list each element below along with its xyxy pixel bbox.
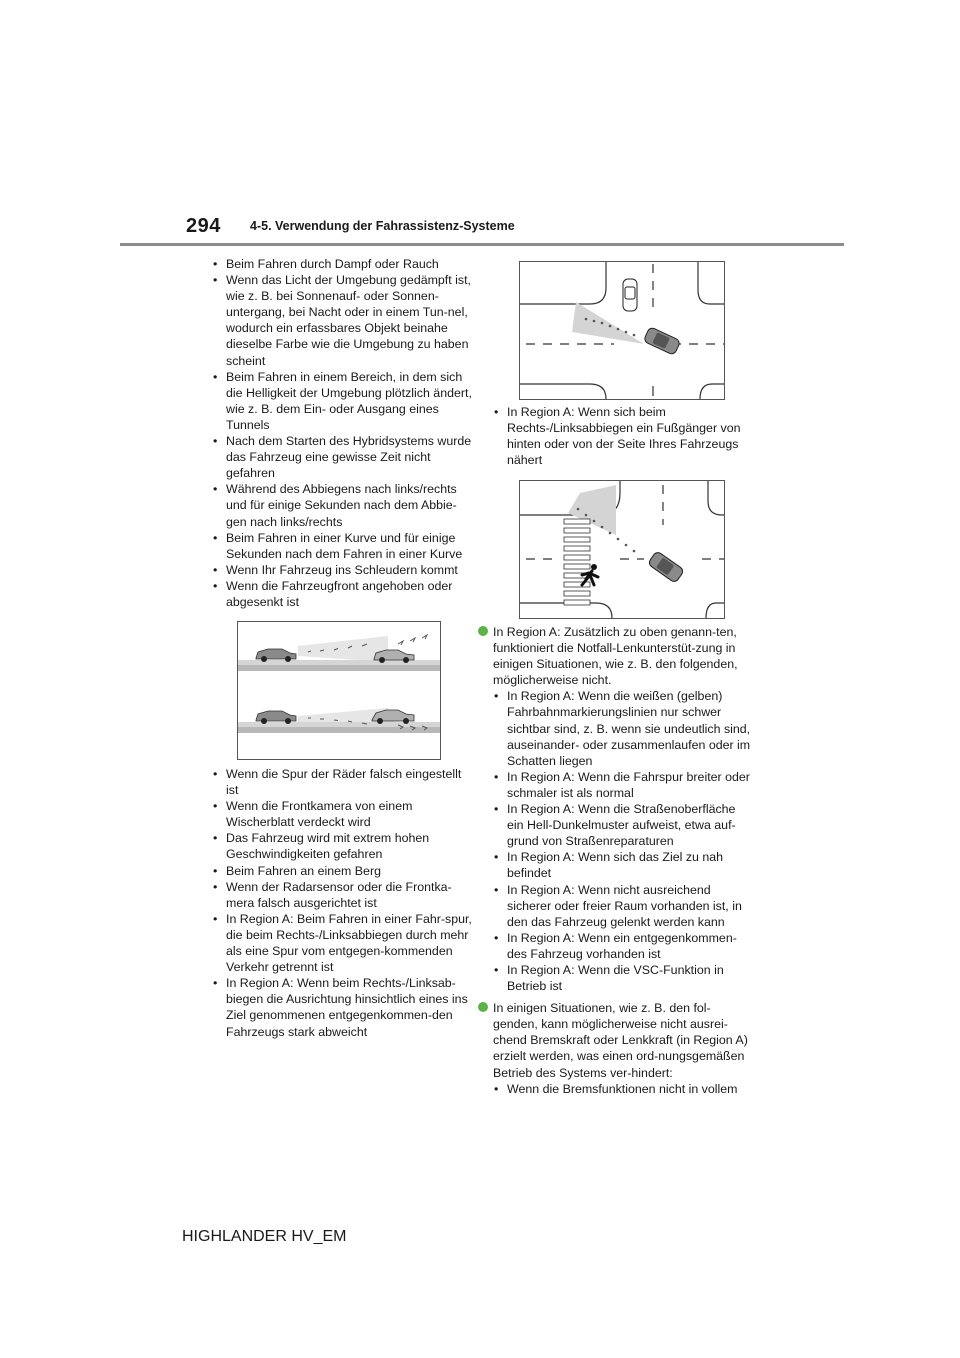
header-divider: [120, 243, 844, 246]
right-column-main: [478, 624, 755, 1097]
list-item: • Beim Fahren in einer Kurve und für einige Sekunden nach dem Fahren in einer Kurve: [212, 530, 472, 562]
left-bullet-list-top: [212, 256, 472, 610]
list-item: • In Region A: Wenn ein entgegenkommen-des Fahrzeug vorhanden ist: [493, 930, 755, 962]
right-bullet-list-1: [493, 404, 755, 468]
left-column-top: [212, 256, 472, 610]
list-item: • In Region A: Beim Fahren in einer Fahr-spur, die beim Rechts-/Linksabbiegen durch mehr als eine Spur vom entgegen-kommenden Verkehr getrennt ist: [212, 911, 472, 975]
right-column-item-1: [493, 404, 755, 468]
list-item: • In Region A: Wenn die weißen (gelben) Fahrbahnmarkierungslinien nur schwer sichtbar sind, z. B. wenn sie undeutlich sind, auseinander- oder zusammenlaufen oder im Schatten liegen: [493, 688, 755, 768]
bullet-dot-icon: [478, 626, 488, 636]
list-item: • In Region A: Wenn die Fahrspur breiter oder schmaler ist als normal: [493, 769, 755, 801]
left-bullet-list-bottom: [212, 766, 472, 1040]
list-item: • Wenn Ihr Fahrzeug ins Schleudern kommt: [212, 562, 472, 578]
footer-model-name: HIGHLANDER HV_EM: [182, 1228, 347, 1245]
list-item: • Während des Abbiegens nach links/rechts und für einige Sekunden nach dem Abbie-gen nach links/rechts: [212, 481, 472, 529]
right-bullet-list-2: [478, 688, 755, 994]
list-item: • Wenn der Radarsensor oder die Frontka-mera falsch ausgerichtet ist: [212, 879, 472, 911]
bullet-dot-icon: [478, 1002, 488, 1012]
list-item: • Nach dem Starten des Hybridsystems wurde das Fahrzeug eine gewisse Zeit nicht gefahren: [212, 433, 472, 481]
left-column-bottom: [212, 766, 472, 1040]
list-item: • Wenn das Licht der Umgebung gedämpft ist, wie z. B. bei Sonnenauf- oder Sonnen-untergang, bei Nacht oder in einem Tun-nel, wodurch ein erfassbares Objekt beinahe dieselbe Farbe wie die Umgebung zu haben scheint: [212, 272, 472, 369]
list-item: • In Region A: Wenn beim Rechts-/Linksab-biegen die Ausrichtung hinsichtlich eines ins Ziel genommenen entgegenkommen-den Fahrzeugs stark abweicht: [212, 975, 472, 1039]
list-item: • In Region A: Wenn sich beim Rechts-/Linksabbiegen ein Fußgänger von hinten oder von der Seite Ihres Fahrzeugs nähert: [493, 404, 755, 468]
figure-cars-on-road: [237, 621, 441, 760]
note-paragraph-1: [478, 624, 755, 688]
list-item: • In Region A: Wenn die Straßenoberfläche ein Hell-Dunkelmuster aufweist, etwa auf-grund von Straßenreparaturen: [493, 801, 755, 849]
list-item: • Beim Fahren in einem Bereich, in dem sich die Helligkeit der Umgebung plötzlich ändert, wie z. B. dem Ein- oder Ausgang eines Tunnels: [212, 369, 472, 433]
right-bullet-list-3: [478, 1081, 755, 1097]
note-text: In Region A: Zusätzlich zu oben genann-ten, funktioniert die Notfall-Lenkunterstüt-zung in einigen Situationen, wie z. B. den folgenden, möglicherweise nicht.: [493, 625, 738, 688]
list-item: • Beim Fahren durch Dampf oder Rauch: [212, 256, 472, 272]
list-item: • Wenn die Fahrzeugfront angehoben oder abgesenkt ist: [212, 578, 472, 610]
list-item: • In Region A: Wenn nicht ausreichend sicherer oder freier Raum vorhanden ist, in den das Fahrzeug gelenkt werden kann: [493, 882, 755, 930]
page-number: 294: [186, 215, 221, 237]
list-item: • In Region A: Wenn sich das Ziel zu nah befindet: [493, 849, 755, 881]
figure-intersection-pedestrian: [519, 480, 725, 619]
note-text: In einigen Situationen, wie z. B. den fol-genden, kann möglicherweise nicht ausrei-chend Bremskraft oder Lenkkraft (in Region A) erzielt werden, was einen ord-nungsgemäßen Betrieb des Systems ver-hindert:: [493, 1001, 748, 1080]
list-item: • Wenn die Frontkamera von einem Wischerblatt verdeckt wird: [212, 798, 472, 830]
list-item: • Wenn die Bremsfunktionen nicht in vollem: [493, 1081, 755, 1097]
section-title: 4-5. Verwendung der Fahrassistenz-Systeme: [250, 219, 515, 233]
list-item: • Das Fahrzeug wird mit extrem hohen Geschwindigkeiten gefahren: [212, 830, 472, 862]
list-item: • In Region A: Wenn die VSC-Funktion in Betrieb ist: [493, 962, 755, 994]
list-item: • Wenn die Spur der Räder falsch eingestellt ist: [212, 766, 472, 798]
note-paragraph-2: [478, 1000, 755, 1080]
figure-intersection-turning: [519, 261, 725, 400]
list-item: • Beim Fahren an einem Berg: [212, 863, 472, 879]
